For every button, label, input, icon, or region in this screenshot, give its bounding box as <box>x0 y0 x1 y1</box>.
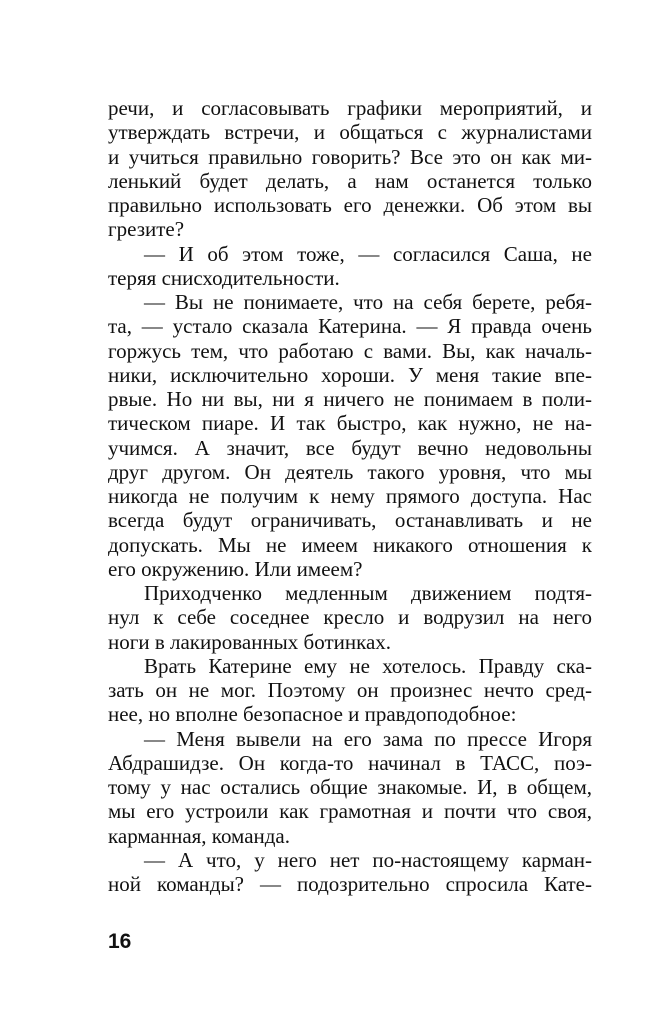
text-line: Врать Катерине ему не хотелось. Правду ска- <box>144 653 592 678</box>
text-line: Приходченко медленным движением подтя- <box>144 581 592 605</box>
text-line: утверждать встречи, и общаться с журналистами <box>108 120 592 145</box>
text-line: никогда не получим к нему прямого доступа. Нас <box>108 484 592 508</box>
text-line: рвые. Но ни вы, ни я ничего не понимаем в поли- <box>108 387 592 411</box>
text-line: мы его устроили как грамотная и почти что своя, <box>108 799 592 824</box>
page-body <box>108 96 592 896</box>
text-line: нее, но вполне безопасное и правдоподобное: <box>108 702 517 727</box>
text-line: ной команды? — подозрительно спросила Кате- <box>108 872 592 896</box>
text-line: — А что, у него нет по-настоящему карман- <box>144 847 592 872</box>
text-line: — Вы не понимаете, что на себя берете, ребя- <box>144 290 592 314</box>
text-line: и учиться правильно говорить? Все это он как ми- <box>108 144 592 169</box>
text-line: тическом пиаре. И так быстро, как нужно, не на- <box>108 411 592 436</box>
text-line: друг другом. Он деятель такого уровня, что мы <box>108 459 592 484</box>
text-line: карманная, команда. <box>108 823 291 848</box>
text-line: ленький будет делать, а нам останется только <box>108 168 592 193</box>
text-line: тому у нас остались общие знакомые. И, в общем, <box>108 775 592 799</box>
text-line: Абдрашидзе. Он когда-то начинал в ТАСС, поэ- <box>108 750 592 775</box>
text-line: всегда будут ограничивать, останавливать и не <box>108 508 592 533</box>
text-line: его окружению. Или имеем? <box>108 556 363 581</box>
text-line: — И об этом тоже, — согласился Саша, не <box>144 241 592 266</box>
text-line: ники, исключительно хороши. У меня такие впе- <box>108 362 592 387</box>
text-line: теряя снисходительности. <box>108 265 340 290</box>
text-line: — Меня вывели на его зама по прессе Игоря <box>144 726 592 751</box>
text-line: ноги в лакированных ботинках. <box>108 629 392 654</box>
text-line: речи, и согласовывать графики мероприятий, и <box>108 96 592 120</box>
text-line: горжусь тем, что работаю с вами. Вы, как началь- <box>108 338 592 363</box>
text-line: та, — устало сказала Катерина. — Я правда очень <box>108 314 592 339</box>
text-line: зать он не мог. Поэтому он произнес нечто сред- <box>108 678 592 702</box>
text-line: нул к себе соседнее кресло и водрузил на него <box>108 605 592 630</box>
text-line: правильно использовать его денежки. Об этом вы <box>108 193 592 217</box>
text-line: грезите? <box>108 217 185 242</box>
page-number: 16 <box>108 930 132 953</box>
text-line: учимся. А значит, все будут вечно недовольны <box>108 435 592 460</box>
text-line: допускать. Мы не имеем никакого отношения к <box>108 532 592 557</box>
